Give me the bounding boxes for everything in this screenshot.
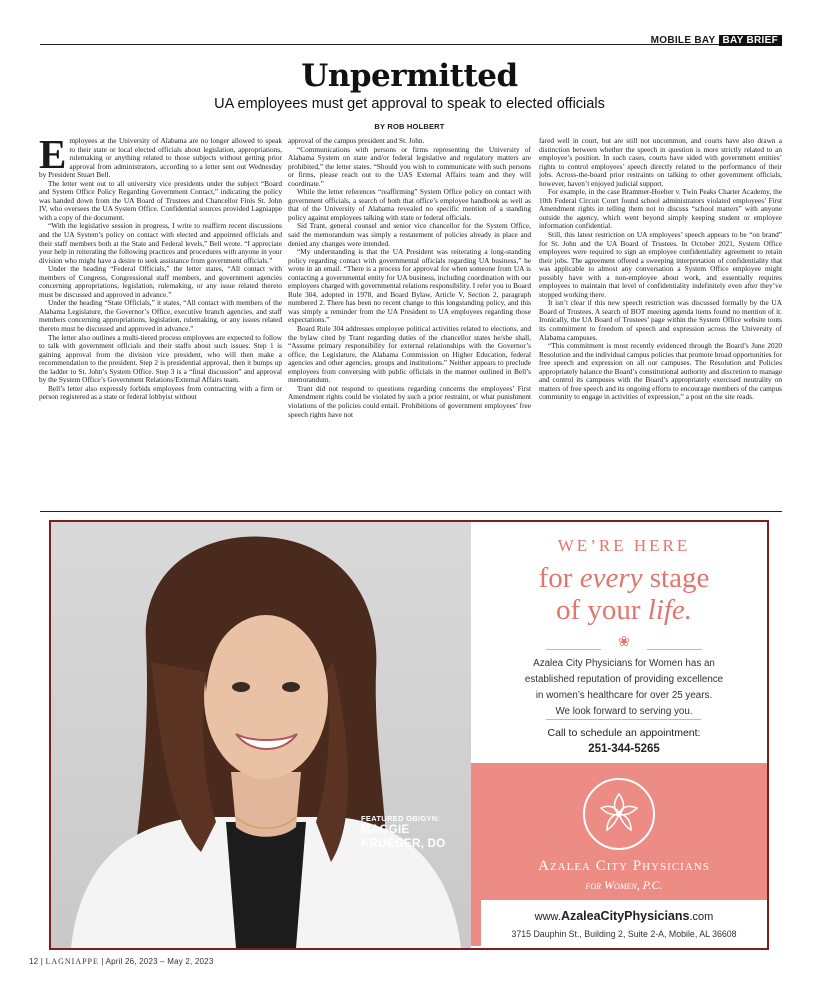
page-footer: 12 | LAGNIAPPE | April 26, 2023 – May 2, 2023	[29, 957, 214, 966]
ad-contact-panel	[481, 900, 767, 948]
paragraph: fared well in court, but are still not uncommon, and courts have also drawn a distinction between whether the speech in question is more strictly related to an employee’s position. In such cases, courts have sided with government entities’ rights to control employees’ speech directly related to the performance of their jobs. Across-the-board prior restraints on talking to other government officials, however, haven’t enjoyed judicial support.	[539, 137, 782, 188]
page-number: 12	[29, 957, 39, 966]
paragraph: For example, in the case Brammer-Hoelter v. Twin Peaks Charter Academy, the 10th Federal Circuit Court found school administrators violated employees’ First Amendment rights in telling them not to discuss “school matters” with anyone outside the agency, which went beyond simply keeping student or employee information confidential.	[539, 187, 782, 231]
byline: BY ROB HOLBERT	[374, 122, 445, 131]
ad-schedule-text: Call to schedule an appointment:	[547, 727, 701, 739]
doctor-portrait-image	[51, 522, 471, 948]
paragraph: Under the heading “Federal Officials,” the letter states, “All contact with members of Congress, Congressional staff members, and government agencies concerning appropriations, legislation, rulemaking, or any issue related thereto must be discussed and approved in advance.”	[39, 264, 282, 299]
paragraph: “This commitment is most recently evidenced through the Board’s June 2020 Resolution and the individual campus policies that promote broad opportunities for free speech and expression on all our campuses. The Resolution and Policies appropriately balance the Board’s constitutional authority and discretion to manage and control its campuses with the Board’s appropriately exercised neutrality on matters of free speech and its ongoing efforts to encourage members of the campus community to engage in activities of expression,” a post on the site reads.	[539, 341, 782, 402]
paragraph: Trant did not respond to questions regarding concerns the employees’ First Amendment rights could be violated by such a prior restraint, or what punishment violations of the policies could entail. Prohibitions of government employees’ free speech rights have not	[288, 383, 531, 419]
headline: Unpermitted	[301, 58, 518, 94]
paragraph: “Communications with persons or firms representing the University of Alabama System on state and/or federal legislative and regulatory matters are prohibited,” the letter states. “Should you wish to communicate with such persons or firms, please reach out to the UAS External Affairs team and they will coordinate.”	[288, 144, 531, 188]
ad-separator-rule	[40, 511, 782, 512]
paragraph: “With the legislative session in progress, I write to reaffirm recent discussions and the UA System’s policy on contact with elected and appointed officials and their staff members both at the State and Federal levels,” Bell wrote. “I appreciate your help in reiterating the following practices and procedures with anyone in your division who might have a desire to seek assistance from government officials.”	[39, 221, 282, 265]
ad-brand-subtitle: for Women, P.C.	[585, 878, 663, 892]
section-badge: BAY BRIEF	[719, 35, 783, 46]
ad-address: 3715 Dauphin St., Building 2, Suite 2-A, Mobile, AL 36608	[511, 929, 737, 939]
paragraph: Employees at the University of Alabama are no longer allowed to speak to their state or local elected officials about legislation, appropriations, rulemaking or anything related to those subjects without getting prior approval from administrators, according to a letter sent out Wednesday by President Stuart Bell.	[39, 137, 282, 180]
article-column-3	[539, 137, 782, 499]
paragraph: Board Rule 304 addresses employee political activities related to elections, and the bylaw cited by Trant regarding duties of the chancellor states he/she shall, “Assume primary responsibility for external relationships with the Governor’s office, the Legislature, the Alabama Commission on Higher Education, federal agencies and other agencies, groups and institutions.” Neither appears to preclude employees from conversing with public officials in the manner outlined in Bell’s memorandum.	[288, 324, 531, 385]
paragraph: Sid Trant, general counsel and senior vice chancellor for the System Office, said the memorandum was simply a restatement of policies already in place and denied any changes were intended.	[288, 221, 531, 248]
issue-dates: April 26, 2023 – May 2, 2023	[105, 957, 214, 966]
drop-cap: E	[39, 137, 67, 177]
azalea-flower-logo-icon	[583, 778, 655, 850]
paragraph: approval of the campus president and St. John.	[288, 137, 425, 145]
ad-tagline-main: for every stage of your life.	[538, 562, 710, 626]
section-label	[651, 35, 782, 46]
doctor-photo	[51, 522, 471, 948]
subheadline: UA employees must get approval to speak to elected officials	[214, 96, 605, 112]
advertisement[interactable]	[49, 520, 769, 950]
section-name: MOBILE BAY	[650, 35, 716, 46]
ad-divider	[546, 719, 701, 720]
flourish-line-right	[647, 649, 702, 650]
ad-brand-name: Azalea City Physicians	[538, 858, 710, 874]
paragraph: Under the heading “State Officials,” it states, “All contact with members of the Alabama Legislature, the Governor’s Office, executive branch agencies, and staff members concerning appropriations, legislation, rulemaking, or any issues related thereto must be discussed and approved in advance.”	[39, 298, 282, 334]
featured-doctor-caption: FEATURED OB/GYN: MAGGIE KRUEGER, DO	[361, 814, 446, 850]
ad-description: Azalea City Physicians for Women has an established reputation of providing excellence in women’s healthcare for over 25 years. We look forward to serving you.	[524, 658, 724, 717]
paragraph: Bell’s letter also expressly forbids employees from contracting with a firm or person registered as a state or federal lobbyist without	[39, 383, 282, 402]
paragraph: While the letter references “reaffirming” System Office policy on contact with government officials, a search of both that office’s employee handbook as well as that of the University of Alabama revealed no specific mention of a standing policy against employees talking with state or federal officials.	[288, 187, 531, 222]
paragraph: It isn’t clear if this new speech restriction was discussed formally by the UA Board of Trustees. A search of BOT meeting agenda items found no mention of it. Ironically, the UA Board of Trustees’ page within the System Office website touts its commitment to freedom of speech and expression across the University of Alabama campuses.	[539, 298, 782, 342]
article-column-2	[288, 137, 531, 499]
paragraph: The letter went out to all university vice presidents under the subject “Board and System Office Policy Regarding Government Contact,” indicating the policy was handed down from the UA Board of Trustees and Chancellor Finis St. John IV, who oversees the UA System Office. Confidential sources provided Lagniappe with a copy of the document.	[39, 178, 282, 222]
flower-ornament-icon: ❀	[618, 635, 630, 650]
paragraph: “My understanding is that the UA President was reiterating a long-standing policy regarding contact with governmental officials regarding UA business,” he wrote in an email. “There is a process for approval for when someone from UA is contacting a governmental entity for UA business, including coordination with our employees charged with governmental relations responsibility. I refer you to Board Rule 304, adopted in 1978, and Board Bylaw, Article V, Section 2, paragraph numbered 2. There has been no recent change to this longstanding policy, and this was simply a reminder from the UA President to UA employees regarding those expectations.”	[288, 247, 531, 325]
ad-website-link[interactable]: www.AzaleaCityPhysicians.com	[534, 909, 714, 923]
ad-phone-number[interactable]: 251-344-5265	[588, 743, 660, 755]
article-column-1	[39, 137, 282, 499]
paragraph: The letter also outlines a multi-tiered process employees are expected to follow to talk with government officials and their staffs about such issues. Step 1 is gaining approval from the division vice president, who will then make a recommendation to the president. Step 2 is presidential approval, then it bumps up the ladder to St. John’s System Office. Step 3 is a “final discussion” and approval by the System Office’s Government Relations/External Affairs team.	[39, 332, 282, 385]
paragraph: Still, this latest restriction on UA employees’ speech appears to be “on brand” for St. John and the UA Board of Trustees. In October 2021, System Office employees were required to sign an employee confidentiality agreement to retain their jobs. The agreement offered a sweeping interpretation of confidentiality that was applicable to almost any conversation a System Office employee might possibly have with a non-employee about work, and essentially requires employees to maintain that level of confidentiality indefinitely even after they’ve stopped working there.	[539, 230, 782, 299]
publication-name: LAGNIAPPE	[45, 957, 99, 966]
ad-tagline-top: WE’RE HERE	[557, 536, 691, 555]
